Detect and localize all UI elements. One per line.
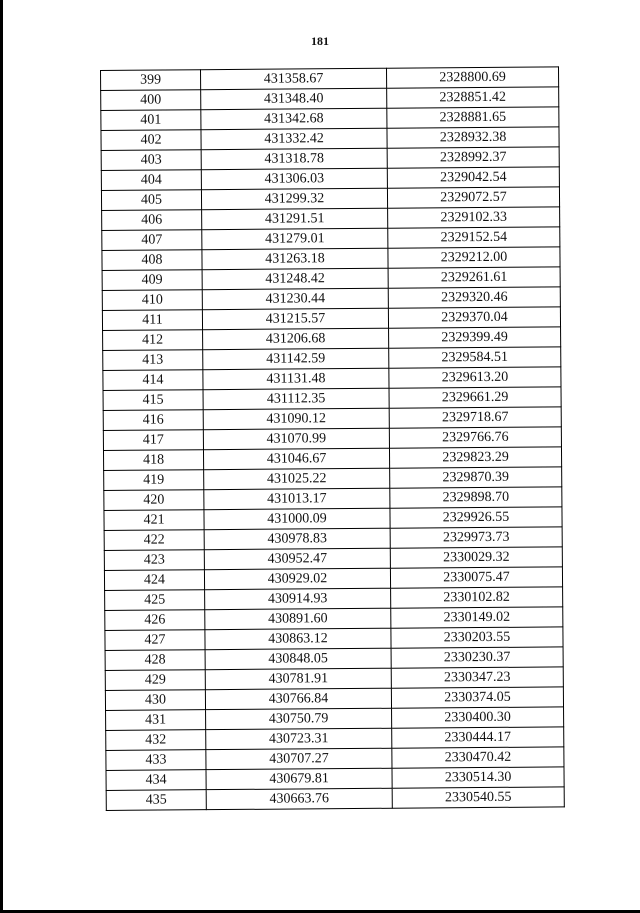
y-coordinate-cell: 2330102.82 [391,587,563,608]
y-coordinate-cell: 2329370.04 [388,307,560,328]
x-coordinate-cell: 431306.03 [201,168,387,189]
point-number-cell: 412 [103,330,203,351]
x-coordinate-cell: 430781.91 [205,668,391,689]
y-coordinate-cell: 2329613.20 [389,367,561,388]
y-coordinate-cell: 2330444.17 [392,727,564,748]
point-number-cell: 401 [101,110,201,131]
point-number-cell: 418 [103,450,203,471]
x-coordinate-cell: 431000.09 [204,508,390,529]
point-number-cell: 411 [102,310,202,331]
x-coordinate-cell: 431013.17 [204,488,390,509]
x-coordinate-cell: 431358.67 [201,68,387,89]
coordinate-table [100,66,565,811]
x-coordinate-cell: 431230.44 [202,288,388,309]
y-coordinate-cell: 2329926.55 [390,507,562,528]
y-coordinate-cell: 2330149.02 [391,607,563,628]
x-coordinate-cell: 430929.02 [204,568,390,589]
y-coordinate-cell: 2328992.37 [387,147,559,168]
point-number-cell: 435 [106,790,206,811]
point-number-cell: 427 [105,630,205,651]
y-coordinate-cell: 2329042.54 [387,167,559,188]
point-number-cell: 413 [103,350,203,371]
y-coordinate-cell: 2329870.39 [390,467,562,488]
y-coordinate-cell: 2329823.29 [389,447,561,468]
point-number-cell: 433 [106,750,206,771]
point-number-cell: 400 [101,90,201,111]
point-number-cell: 428 [105,650,205,671]
y-coordinate-cell: 2329973.73 [390,527,562,548]
x-coordinate-cell: 431090.12 [203,408,389,429]
point-number-cell: 434 [106,770,206,791]
x-coordinate-cell: 430679.81 [206,768,392,789]
point-number-cell: 407 [102,230,202,251]
y-coordinate-cell: 2329399.49 [389,327,561,348]
y-coordinate-cell: 2330374.05 [391,687,563,708]
y-coordinate-cell: 2330540.55 [392,787,564,808]
y-coordinate-cell: 2330470.42 [392,747,564,768]
y-coordinate-cell: 2329898.70 [390,487,562,508]
point-number-cell: 429 [105,670,205,691]
x-coordinate-cell: 431291.51 [202,208,388,229]
x-coordinate-cell: 430914.93 [205,588,391,609]
point-number-cell: 420 [104,490,204,511]
point-number-cell: 415 [103,390,203,411]
x-coordinate-cell: 431342.68 [201,108,387,129]
point-number-cell: 399 [101,70,201,91]
point-number-cell: 416 [103,410,203,431]
point-number-cell: 406 [102,210,202,231]
x-coordinate-cell: 431131.48 [203,368,389,389]
y-coordinate-cell: 2328851.42 [387,87,559,108]
point-number-cell: 403 [101,150,201,171]
page-number: 181 [311,34,329,48]
point-number-cell: 417 [103,430,203,451]
point-number-cell: 410 [102,290,202,311]
x-coordinate-cell: 431318.78 [201,148,387,169]
y-coordinate-cell: 2330514.30 [392,767,564,788]
point-number-cell: 431 [106,710,206,731]
x-coordinate-cell: 431070.99 [203,428,389,449]
x-coordinate-cell: 431263.18 [202,248,388,269]
y-coordinate-cell: 2329102.33 [388,207,560,228]
point-number-cell: 422 [104,530,204,551]
x-coordinate-cell: 431046.67 [203,448,389,469]
y-coordinate-cell: 2329212.00 [388,247,560,268]
y-coordinate-cell: 2329320.46 [388,287,560,308]
x-coordinate-cell: 431215.57 [202,308,388,329]
x-coordinate-cell: 431206.68 [203,328,389,349]
x-coordinate-cell: 430750.79 [206,708,392,729]
x-coordinate-cell: 431348.40 [201,88,387,109]
y-coordinate-cell: 2330347.23 [391,667,563,688]
point-number-cell: 414 [103,370,203,391]
y-coordinate-cell: 2329661.29 [389,387,561,408]
y-coordinate-cell: 2330075.47 [390,567,562,588]
point-number-cell: 423 [104,550,204,571]
x-coordinate-cell: 430707.27 [206,748,392,769]
y-coordinate-cell: 2328881.65 [387,107,559,128]
y-coordinate-cell: 2329718.67 [389,407,561,428]
y-coordinate-cell: 2329261.61 [388,267,560,288]
scan-edge-left [0,0,3,913]
y-coordinate-cell: 2328800.69 [386,67,558,88]
y-coordinate-cell: 2329152.54 [388,227,560,248]
coordinate-table-container [100,66,564,811]
x-coordinate-cell: 431025.22 [204,468,390,489]
y-coordinate-cell: 2330400.30 [392,707,564,728]
point-number-cell: 409 [102,270,202,291]
x-coordinate-cell: 430891.60 [205,608,391,629]
y-coordinate-cell: 2329584.51 [389,347,561,368]
x-coordinate-cell: 430663.76 [206,788,392,809]
x-coordinate-cell: 430723.31 [206,728,392,749]
y-coordinate-cell: 2330203.55 [391,627,563,648]
point-number-cell: 419 [104,470,204,491]
y-coordinate-cell: 2329072.57 [387,187,559,208]
point-number-cell: 402 [101,130,201,151]
point-number-cell: 430 [105,690,205,711]
point-number-cell: 421 [104,510,204,531]
point-number-cell: 405 [101,190,201,211]
x-coordinate-cell: 431279.01 [202,228,388,249]
point-number-cell: 425 [105,590,205,611]
point-number-cell: 404 [101,170,201,191]
x-coordinate-cell: 430848.05 [205,648,391,669]
point-number-cell: 426 [105,610,205,631]
x-coordinate-cell: 431112.35 [203,388,389,409]
point-number-cell: 408 [102,250,202,271]
x-coordinate-cell: 430863.12 [205,628,391,649]
x-coordinate-cell: 430766.84 [205,688,391,709]
x-coordinate-cell: 430978.83 [204,528,390,549]
x-coordinate-cell: 431332.42 [201,128,387,149]
table-row [106,787,564,811]
y-coordinate-cell: 2330230.37 [391,647,563,668]
x-coordinate-cell: 431299.32 [201,188,387,209]
y-coordinate-cell: 2330029.32 [390,547,562,568]
point-number-cell: 424 [104,570,204,591]
coordinate-table-body [101,67,565,811]
x-coordinate-cell: 430952.47 [204,548,390,569]
x-coordinate-cell: 431248.42 [202,268,388,289]
y-coordinate-cell: 2329766.76 [389,427,561,448]
point-number-cell: 432 [106,730,206,751]
x-coordinate-cell: 431142.59 [203,348,389,369]
y-coordinate-cell: 2328932.38 [387,127,559,148]
